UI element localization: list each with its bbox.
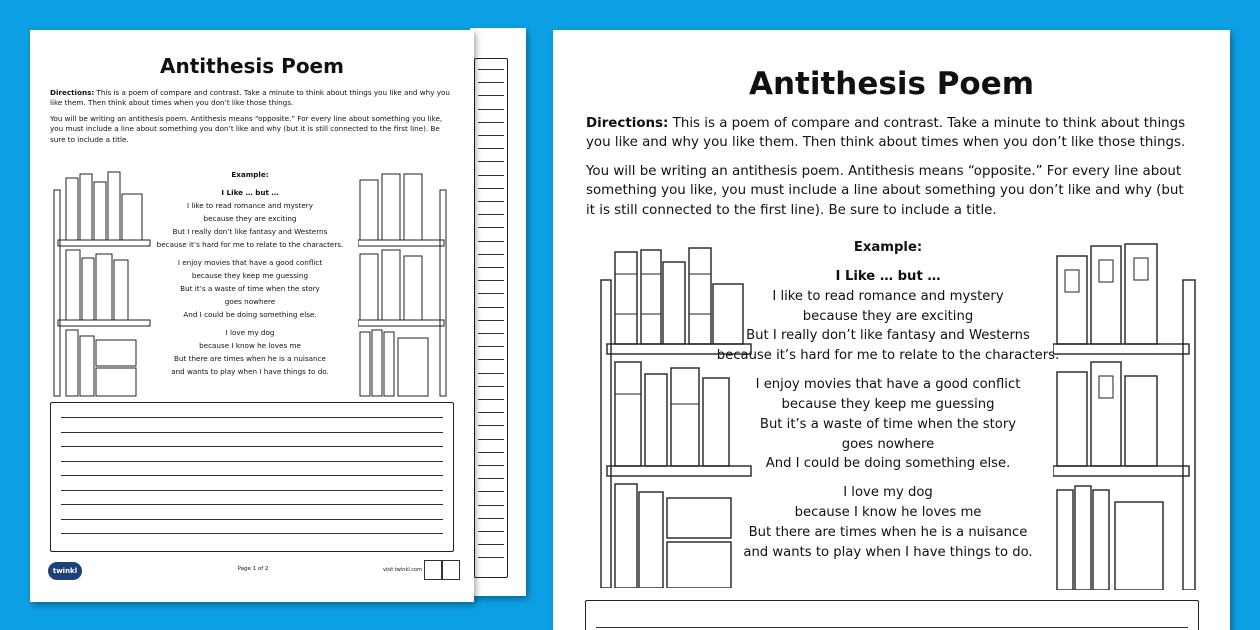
bookshelf-left-illustration <box>52 170 152 398</box>
writing-line <box>61 417 443 418</box>
intro-paragraph: You will be writing an antithesis poem. Antithesis means “opposite.” For every line about something you like, you must include a line about something you don’t like and why (but it is still connected to the first line). Be sure to include a title. <box>50 114 443 144</box>
twinkl-logo: twinkl <box>48 562 82 580</box>
poem-line: because they are exciting <box>802 308 974 324</box>
writing-line <box>478 293 504 294</box>
poem-line: I enjoy movies that have a good conflict <box>177 258 323 268</box>
directions-label: Directions: <box>586 116 669 131</box>
back-page <box>470 28 526 596</box>
writing-line <box>478 373 504 374</box>
example-poem <box>713 238 1063 563</box>
writing-line <box>478 320 504 321</box>
writing-line <box>478 425 504 426</box>
poem-line: But there are times when he is a nuisance <box>748 525 1028 541</box>
poem-line: because it’s hard for me to relate to the characters. <box>716 348 1060 364</box>
writing-line <box>478 122 504 123</box>
poem-line: and wants to play when I have things to do. <box>171 367 329 377</box>
writing-line <box>478 491 504 492</box>
writing-line <box>478 478 504 479</box>
writing-line <box>478 531 504 532</box>
poem-line: goes nowhere <box>841 436 935 452</box>
poem-line: And I could be doing something else. <box>765 456 1011 472</box>
writing-box <box>50 402 454 552</box>
writing-line <box>478 505 504 506</box>
writing-line <box>478 452 504 453</box>
writing-line <box>478 227 504 228</box>
writing-line <box>61 432 443 433</box>
bookshelf-right-illustration <box>1053 240 1201 590</box>
directions-text: This is a poem of compare and contrast. Take a minute to think about things you like and why you like them. Then think about times when you don’t like those things. <box>586 116 1186 151</box>
writing-line <box>478 214 504 215</box>
poem-line: And I could be doing something else. <box>183 310 317 320</box>
page-number: Page 1 of 2 <box>237 566 269 572</box>
poem-line: goes nowhere <box>224 297 276 307</box>
writing-line <box>478 544 504 545</box>
poem-line: But there are times when he is a nuisance <box>174 354 326 364</box>
writing-line <box>61 519 443 520</box>
page-footer <box>48 560 456 584</box>
poem-line: I love my dog <box>843 485 933 501</box>
writing-line <box>61 504 443 505</box>
badge-icon <box>424 560 442 580</box>
worksheet-zoomed <box>553 30 1230 630</box>
writing-line <box>478 161 504 162</box>
writing-line <box>596 627 1188 628</box>
poem-line: and wants to play when I have things to do. <box>743 544 1033 560</box>
poem-line: I like to read romance and mystery <box>186 201 314 211</box>
writing-line <box>478 267 504 268</box>
poem-title: I Like … but … <box>221 188 279 198</box>
writing-line <box>478 254 504 255</box>
poem-line: because it’s hard for me to relate to the characters. <box>156 240 344 250</box>
writing-line <box>478 148 504 149</box>
example-poem <box>150 168 350 378</box>
poem-line: because I know he loves me <box>199 341 301 351</box>
poem-line: because they are exciting <box>203 214 297 224</box>
poem-title: I Like … but … <box>835 269 941 285</box>
writing-line <box>478 95 504 96</box>
writing-line <box>61 533 443 534</box>
example-heading: Example: <box>853 240 923 255</box>
writing-line <box>61 475 443 476</box>
writing-line <box>478 518 504 519</box>
poem-line: because I know he loves me <box>794 505 982 521</box>
writing-line <box>478 346 504 347</box>
example-heading: Example: <box>231 170 269 179</box>
writing-line <box>478 386 504 387</box>
poem-line: I like to read romance and mystery <box>772 288 1004 304</box>
directions-text: This is a poem of compare and contrast. Take a minute to think about things you like and why you like them. Then think about times when you don’t like those things. <box>50 88 450 108</box>
worksheet-thumbnail <box>30 30 474 602</box>
poem-line: But it’s a waste of time when the story <box>759 416 1017 432</box>
back-page-writing-box <box>474 58 508 578</box>
intro-paragraph: You will be writing an antithesis poem. Antithesis means “opposite.” For every line about something you like, you must include a line about something you don’t like and why (but it is still connected to the first line). Be sure to include a title. <box>586 164 1184 218</box>
writing-line <box>478 241 504 242</box>
writing-line <box>478 307 504 308</box>
visit-link: visit twinkl.com <box>382 567 422 573</box>
poem-line: But I really don’t like fantasy and Westerns <box>172 227 328 237</box>
writing-line <box>478 557 504 558</box>
writing-line <box>61 446 443 447</box>
poem-line: But it’s a waste of time when the story <box>180 284 320 294</box>
writing-line <box>478 439 504 440</box>
writing-line <box>478 109 504 110</box>
poem-line: because they keep me guessing <box>781 397 995 413</box>
directions-label: Directions: <box>50 88 95 97</box>
writing-line <box>478 188 504 189</box>
writing-line <box>478 69 504 70</box>
poem-line: because they keep me guessing <box>191 271 309 281</box>
bookshelf-right-illustration <box>358 170 452 398</box>
poem-line: But I really don’t like fantasy and Westerns <box>746 328 1030 344</box>
writing-line <box>478 399 504 400</box>
page-title: Antithesis Poem <box>160 54 344 78</box>
writing-line <box>478 359 504 360</box>
badge-icon <box>442 560 460 580</box>
directions-paragraph <box>50 88 452 109</box>
writing-line <box>478 412 504 413</box>
writing-line <box>61 490 443 491</box>
writing-line <box>478 333 504 334</box>
writing-line <box>478 280 504 281</box>
directions-paragraph <box>586 114 1190 153</box>
writing-line <box>478 82 504 83</box>
writing-line <box>61 461 443 462</box>
writing-line <box>478 201 504 202</box>
writing-box <box>585 600 1199 630</box>
page-title: Antithesis Poem <box>748 66 1035 102</box>
poem-line: I love my dog <box>225 328 275 338</box>
writing-line <box>478 465 504 466</box>
poem-line: I enjoy movies that have a good conflict <box>755 377 1021 393</box>
writing-line <box>478 135 504 136</box>
writing-line <box>478 175 504 176</box>
